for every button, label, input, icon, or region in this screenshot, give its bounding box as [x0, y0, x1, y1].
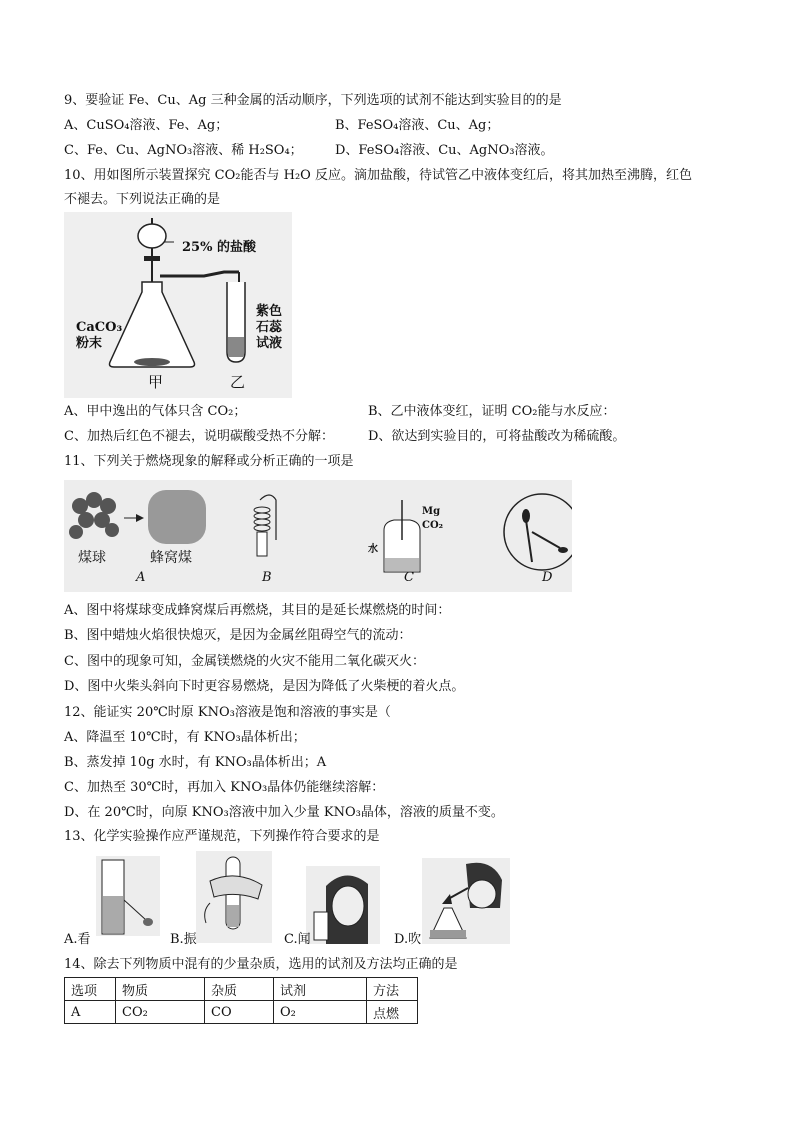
header-cell-reagent: 试剂: [274, 978, 367, 1001]
q12-option-a: A、降温至 10℃时，有 KNO₃晶体析出；: [64, 730, 306, 745]
q11-option-a: A、图中将煤球变成蜂窝煤后再燃烧，其目的是延长煤燃烧的时间：: [64, 603, 451, 618]
q10-stem-line2: 不褪去。下列说法正确的是: [64, 192, 221, 207]
label-fig-d: D: [542, 570, 553, 585]
cell-substance: CO₂: [116, 1001, 205, 1024]
q14-table: [64, 977, 418, 1024]
q12-option-d: D、在 20℃时，向原 KNO₃溶液中加入少量 KNO₃晶体，溶液的质量不变。: [64, 805, 504, 820]
q11-combustion-figure: [64, 480, 572, 592]
q9-option-d: D、FeSO₄溶液、Cu、AgNO₃溶液。: [335, 143, 554, 158]
q10-stem-line1: 10、用如图所示装置探究 CO₂能否与 H₂O 反应。滴加盐酸，待试管乙中液体变红后，将其加热至沸腾，红色: [64, 168, 692, 183]
label-acid: 25% 的盐酸: [182, 240, 256, 255]
header-cell-substance: 物质: [116, 978, 205, 1001]
label-litmus-3: 试液: [256, 336, 283, 351]
q11-option-d: D、图中火柴头斜向下时更容易燃烧，是因为降低了火柴梗的着火点。: [64, 679, 465, 694]
label-coal-ball: 煤球: [78, 550, 106, 566]
cell-reagent: O₂: [274, 1001, 367, 1024]
q12-option-c: C、加热至 30℃时，再加入 KNO₃晶体仍能继续溶解：: [64, 780, 385, 795]
label-co2: CO₂: [422, 520, 444, 531]
label-water: 水: [368, 544, 378, 555]
label-fig-b: B: [262, 570, 272, 585]
label-yi: 乙: [230, 373, 246, 391]
q10-option-a: A、甲中逸出的气体只含 CO₂；: [64, 404, 247, 419]
q9-stem: 9、要验证 Fe、Cu、Ag 三种金属的活动顺序，下列选项的试剂不能达到实验目的的是: [64, 93, 562, 108]
q13-option-a: A.看: [64, 932, 91, 947]
cell-impurity: CO: [205, 1001, 274, 1024]
q9-option-a: A、CuSO₄溶液、Fe、Ag；: [64, 118, 229, 133]
funnel-bulb: [138, 224, 166, 248]
candle: [257, 532, 267, 556]
label-litmus-2: 石蕊: [256, 320, 283, 335]
q11-stem: 11、下列关于燃烧现象的解释或分析正确的一项是: [64, 454, 354, 469]
q12-option-b: B、蒸发掉 10g 水时，有 KNO₃晶体析出；A: [64, 755, 327, 770]
q13-stem: 13、化学实验操作应严谨规范，下列操作符合要求的是: [64, 829, 380, 844]
label-honeycomb: 蜂窝煤: [150, 550, 192, 566]
label-mg: Mg: [422, 506, 441, 517]
q13-fig-a-cylinder: [96, 856, 160, 936]
label-powder: 粉末: [76, 336, 103, 351]
header-cell-method: 方法: [367, 978, 418, 1001]
q12-stem: 12、能证实 20℃时原 KNO₃溶液是饱和溶液的事实是（: [64, 705, 391, 720]
cell-method: 点燃: [367, 1001, 418, 1024]
q11-option-b: B、图中蜡烛火焰很快熄灭，是因为金属丝阻碍空气的流动：: [64, 628, 412, 643]
label-fig-a: A: [136, 570, 146, 585]
q13-fig-c-smell: [306, 866, 380, 944]
q10-option-d: D、欲达到实验目的，可将盐酸改为稀硫酸。: [368, 429, 626, 444]
q10-option-b: B、乙中液体变红，证明 CO₂能与水反应：: [368, 404, 616, 419]
q13-fig-d-blow: [422, 858, 510, 944]
q14-stem: 14、除去下列物质中混有的少量杂质，选用的试剂及方法均正确的是: [64, 957, 458, 972]
q9-option-c: C、Fe、Cu、AgNO₃溶液、稀 H₂SO₄；: [64, 143, 303, 158]
cell-option: A: [65, 1001, 116, 1024]
q11-option-c: C、图中的现象可知，金属镁燃烧的火灾不能用二氧化碳灭火：: [64, 654, 425, 669]
table-row: [65, 1001, 418, 1024]
label-litmus-1: 紫色: [256, 304, 283, 319]
header-cell-impurity: 杂质: [205, 978, 274, 1001]
caco3-powder: [134, 358, 170, 366]
q13-option-b: B.振: [170, 932, 197, 947]
label-jia: 甲: [148, 373, 164, 391]
q13-option-c: C.闻: [284, 932, 311, 947]
q10-option-c: C、加热后红色不褪去，说明碳酸受热不分解：: [64, 429, 334, 444]
label-caco3: CaCO₃: [76, 320, 123, 335]
table-header-row: [65, 978, 418, 1001]
header-cell-option: 选项: [65, 978, 116, 1001]
q13-option-d: D.吹: [394, 932, 422, 947]
q13-fig-b-shake: [196, 851, 272, 943]
q9-option-b: B、FeSO₄溶液、Cu、Ag；: [335, 118, 500, 133]
q10-apparatus-figure: [64, 212, 292, 398]
honeycomb-briquette: [148, 490, 206, 544]
label-fig-c: C: [404, 570, 414, 585]
